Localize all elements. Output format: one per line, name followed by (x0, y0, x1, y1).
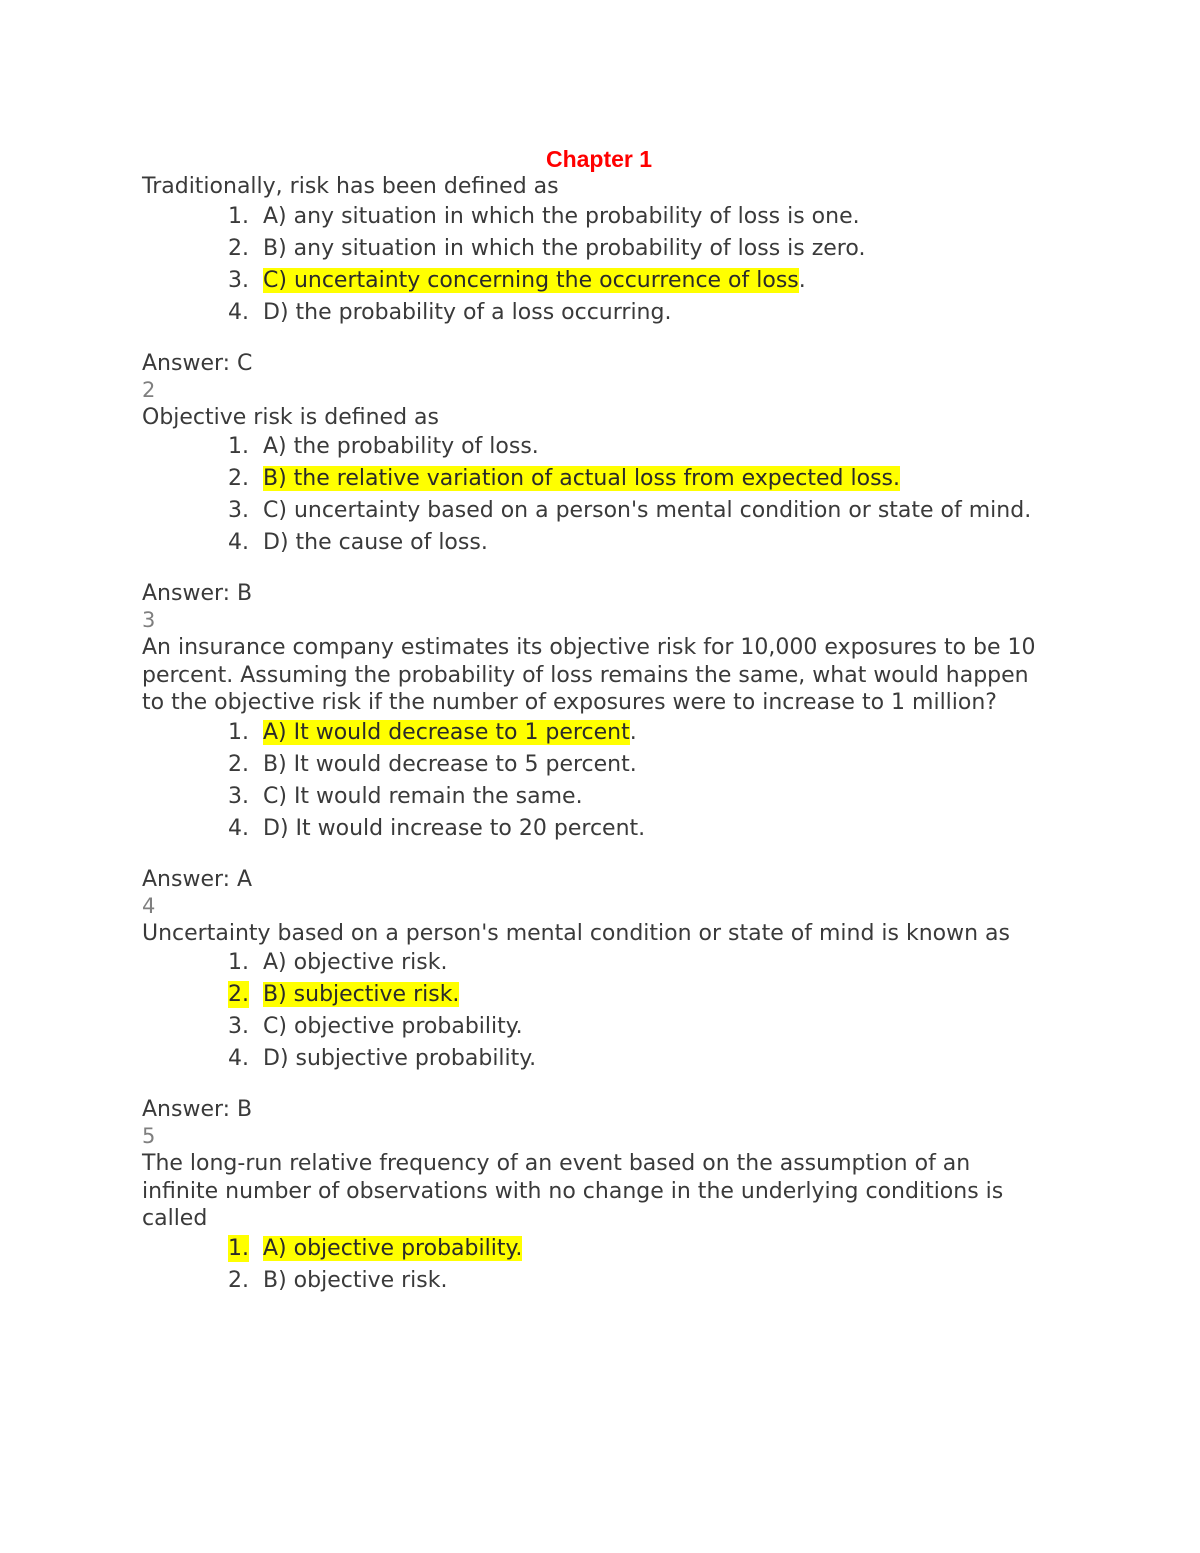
question-1 (142, 173, 1042, 377)
option-text: . (629, 719, 637, 745)
option-number: 1. (228, 950, 249, 975)
option-text: D) subjective probability. (263, 1046, 537, 1071)
option-number: 2. (228, 235, 249, 261)
option-text: B) any situation in which the probability of loss is zero. (263, 235, 866, 261)
option-list (142, 433, 1042, 556)
option-item (142, 1045, 1042, 1072)
option-text: B) objective risk. (263, 1267, 448, 1293)
option-item (142, 465, 1042, 492)
question-number: 4 (142, 893, 156, 918)
option-number: 2. (228, 751, 249, 777)
option-text: C) objective probability. (263, 1014, 523, 1039)
option-item (142, 433, 1042, 460)
highlighted-correct-option: B) subjective risk. (263, 982, 460, 1007)
option-text: A) the probability of loss. (263, 434, 539, 459)
option-text: D) It would increase to 20 percent. (263, 815, 646, 841)
option-item (142, 751, 1042, 778)
answer-line: Answer: C (142, 350, 253, 376)
option-number: 3. (228, 783, 249, 809)
option-text: . (798, 267, 806, 293)
option-number: 4. (228, 530, 249, 555)
option-number: 1. (228, 1235, 249, 1261)
highlighted-correct-option: B) the relative variation of actual loss from expected loss. (263, 466, 901, 491)
option-item (142, 815, 1042, 842)
answer-line: Answer: A (142, 866, 253, 892)
option-item (142, 299, 1042, 326)
option-text: A) objective risk. (263, 950, 448, 975)
option-item (142, 1013, 1042, 1040)
option-number: 2. (228, 466, 249, 491)
option-item (142, 783, 1042, 810)
option-list (142, 203, 1042, 326)
question-number: 2 (142, 377, 156, 402)
answer-line: Answer: B (142, 581, 253, 606)
option-text: C) uncertainty based on a person's mental condition or state of mind. (263, 498, 1032, 523)
option-item (142, 497, 1042, 524)
question-3 (142, 607, 1042, 893)
question-number: 5 (142, 1124, 156, 1148)
question-2 (142, 377, 1042, 608)
option-number: 2. (228, 982, 249, 1007)
option-list (142, 1235, 1042, 1294)
chapter-title: Chapter 1 (545, 146, 653, 172)
option-number: 4. (228, 299, 249, 325)
highlighted-correct-option: A) objective probability. (263, 1235, 523, 1261)
option-number: 3. (228, 498, 249, 523)
option-number: 1. (228, 719, 249, 745)
highlighted-correct-option: A) It would decrease to 1 percent (263, 719, 630, 745)
option-number: 1. (228, 203, 249, 229)
option-list (142, 719, 1042, 842)
option-text: B) It would decrease to 5 percent. (263, 751, 637, 777)
question-text: Traditionally, risk has been defined as (142, 174, 559, 199)
option-number: 4. (228, 815, 249, 841)
answer-line: Answer: B (142, 1097, 253, 1122)
document-page (142, 143, 1042, 1299)
option-item (142, 267, 1042, 294)
option-number: 4. (228, 1046, 249, 1071)
option-item (142, 949, 1042, 976)
option-item (142, 203, 1042, 230)
option-item (142, 981, 1042, 1008)
option-number: 3. (228, 1014, 249, 1039)
highlighted-correct-option: C) uncertainty concerning the occurrence of loss (263, 267, 799, 293)
option-item (142, 529, 1042, 556)
question-text: Objective risk is defined as (142, 404, 439, 430)
option-number: 2. (228, 1267, 249, 1293)
option-item (142, 719, 1042, 746)
option-number: 1. (228, 434, 249, 459)
option-item (142, 235, 1042, 262)
option-text: D) the probability of a loss occurring. (263, 299, 672, 325)
question-text: Uncertainty based on a person's mental condition or state of mind is known as (142, 920, 1010, 946)
question-text: An insurance company estimates its objective risk for 10,000 exposures to be 10 percent. Assuming the probability of loss remains the same, what would happen to the objective risk if the number of exposures were to increase to 1 million? (142, 635, 1036, 715)
option-text: D) the cause of loss. (263, 530, 488, 555)
option-text: A) any situation in which the probability of loss is one. (263, 203, 860, 229)
option-number: 3. (228, 267, 249, 293)
question-number: 3 (142, 608, 156, 632)
option-item (142, 1235, 1042, 1262)
option-item (142, 1267, 1042, 1294)
option-text: C) It would remain the same. (263, 783, 583, 809)
option-list (142, 949, 1042, 1072)
question-text: The long-run relative frequency of an event based on the assumption of an infinite number of observations with no change in the underlying conditions is called (142, 1151, 1004, 1231)
question-5 (142, 1123, 1042, 1294)
question-4 (142, 893, 1042, 1124)
